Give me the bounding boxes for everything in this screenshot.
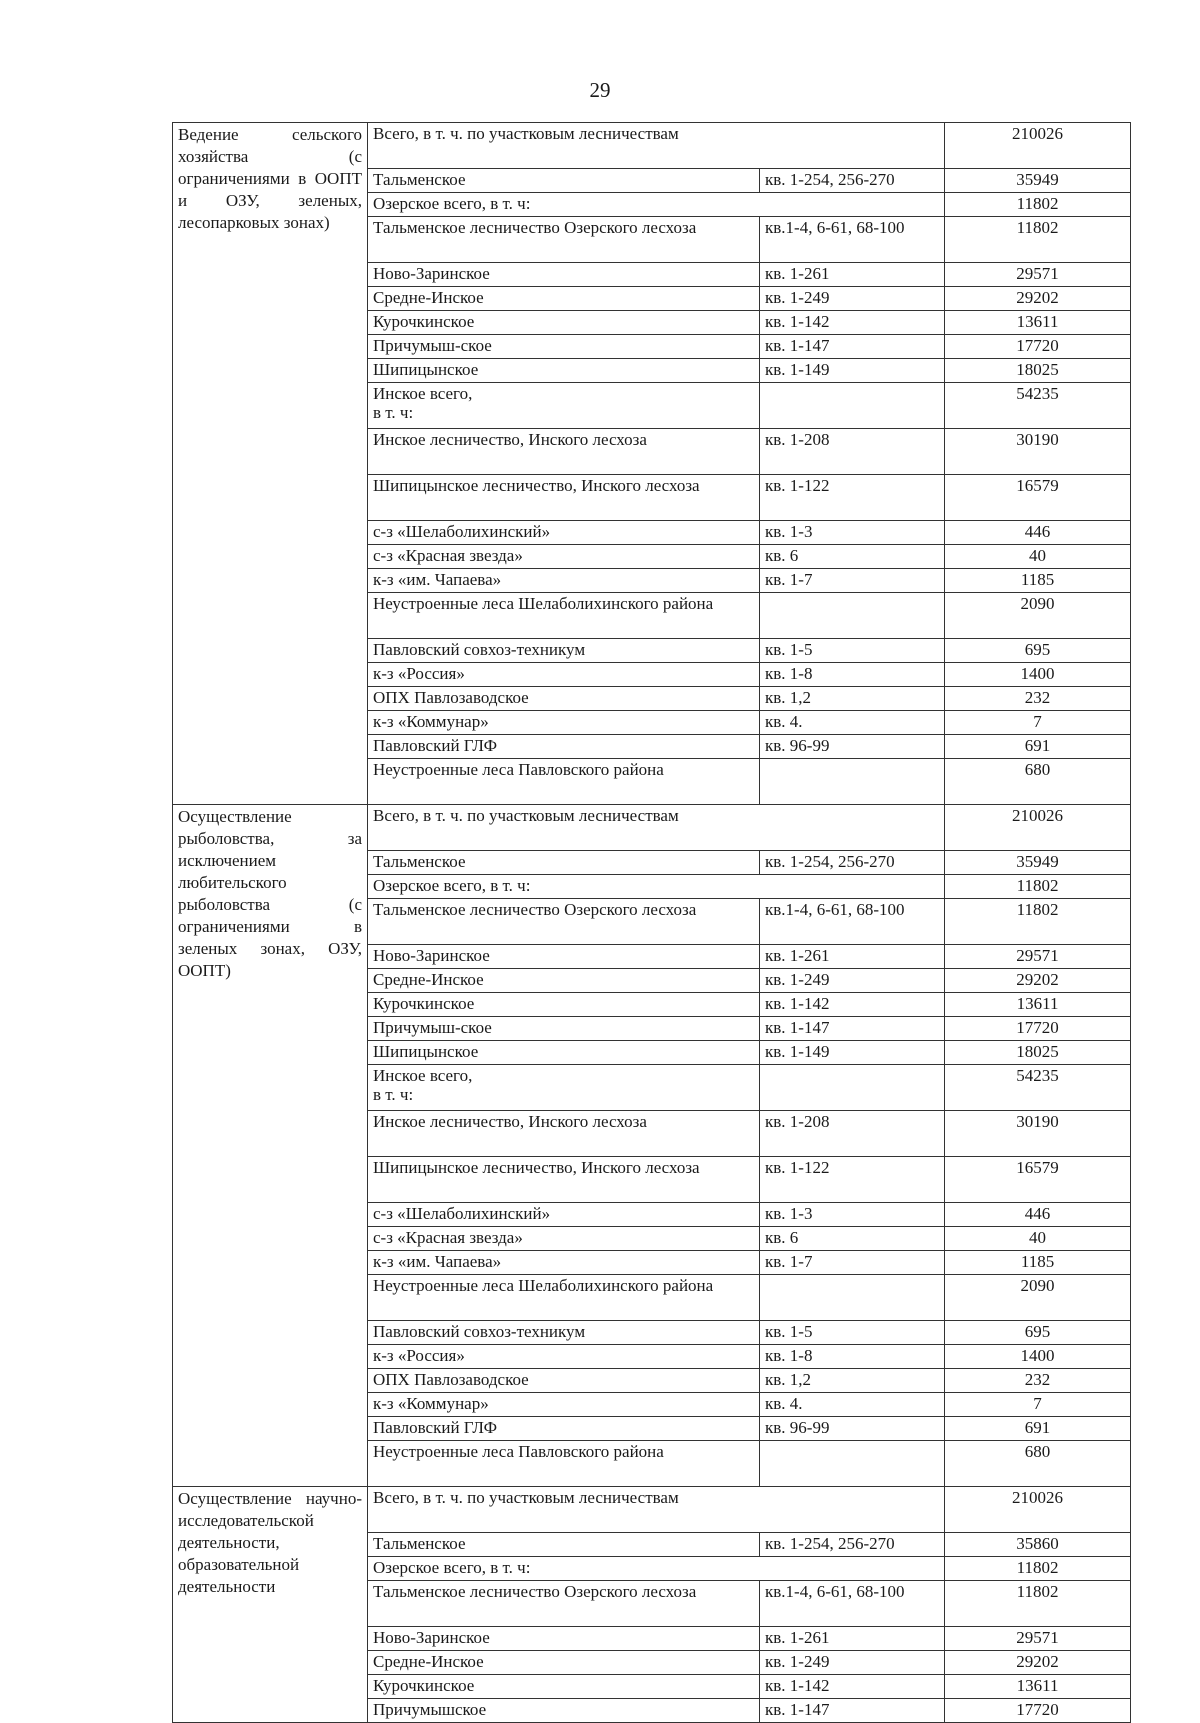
- quarters-cell: кв. 1-8: [760, 1345, 945, 1369]
- quarters-cell: [760, 383, 945, 429]
- area-cell: 210026: [945, 1487, 1131, 1533]
- forestry-name-cell: Всего, в т. ч. по участковым лесничествам: [368, 123, 945, 169]
- forestry-name-cell: Инское лесничество, Инского лесхоза: [368, 429, 760, 475]
- forestry-name-cell: к-з «им. Чапаева»: [368, 1251, 760, 1275]
- area-cell: 29571: [945, 945, 1131, 969]
- area-cell: 30190: [945, 1111, 1131, 1157]
- area-cell: 446: [945, 1203, 1131, 1227]
- forestry-name-cell: с-з «Красная звезда»: [368, 1227, 760, 1251]
- forestry-name-cell: Неустроенные леса Шелаболихинского района: [368, 593, 760, 639]
- quarters-cell: [760, 759, 945, 805]
- quarters-cell: кв. 1-8: [760, 663, 945, 687]
- forestry-name-cell: Павловский ГЛФ: [368, 735, 760, 759]
- quarters-cell: кв. 1-147: [760, 335, 945, 359]
- forestry-name-cell: Тальменское: [368, 169, 760, 193]
- area-cell: 11802: [945, 193, 1131, 217]
- area-cell: 16579: [945, 1157, 1131, 1203]
- page-number: 29: [589, 78, 611, 102]
- forestry-name-cell: Павловский совхоз-техникум: [368, 639, 760, 663]
- table-row: [173, 123, 1131, 169]
- quarters-cell: кв. 1-142: [760, 311, 945, 335]
- forestry-name-cell: Причумыш-ское: [368, 335, 760, 359]
- quarters-cell: кв. 1-5: [760, 639, 945, 663]
- area-cell: 2090: [945, 1275, 1131, 1321]
- quarters-cell: кв. 1-122: [760, 475, 945, 521]
- quarters-cell: [760, 1065, 945, 1111]
- forestry-name-cell: Ново-Заринское: [368, 1627, 760, 1651]
- area-cell: 11802: [945, 899, 1131, 945]
- quarters-cell: кв. 1,2: [760, 687, 945, 711]
- area-cell: 2090: [945, 593, 1131, 639]
- area-cell: 35860: [945, 1533, 1131, 1557]
- quarters-cell: кв. 1-3: [760, 1203, 945, 1227]
- forest-use-table: [172, 122, 1131, 1723]
- area-cell: 30190: [945, 429, 1131, 475]
- area-cell: 691: [945, 1417, 1131, 1441]
- forestry-name-cell: Причумышское: [368, 1699, 760, 1723]
- quarters-cell: кв.1-4, 6-61, 68-100: [760, 1581, 945, 1627]
- quarters-cell: кв. 1-254, 256-270: [760, 169, 945, 193]
- activity-cell: Осуществление рыболовства, за исключением любительского рыболовства (с ограничениями в зеленых зонах, ОЗУ, ООПТ): [173, 805, 368, 1487]
- table-row: [173, 805, 1131, 851]
- forestry-name-cell: к-з «Коммунар»: [368, 711, 760, 735]
- forestry-name-cell: Тальменское: [368, 1533, 760, 1557]
- forestry-name-cell: Средне-Инское: [368, 1651, 760, 1675]
- area-cell: 40: [945, 545, 1131, 569]
- area-cell: 13611: [945, 311, 1131, 335]
- area-cell: 11802: [945, 1557, 1131, 1581]
- forestry-name-cell: Неустроенные леса Павловского района: [368, 1441, 760, 1487]
- area-cell: 210026: [945, 805, 1131, 851]
- quarters-cell: кв. 1-261: [760, 263, 945, 287]
- quarters-cell: кв. 1-149: [760, 359, 945, 383]
- quarters-cell: кв. 1-208: [760, 1111, 945, 1157]
- forestry-name-cell: Всего, в т. ч. по участковым лесничествам: [368, 805, 945, 851]
- forestry-name-cell: Курочкинское: [368, 1675, 760, 1699]
- area-cell: 29202: [945, 287, 1131, 311]
- area-cell: 17720: [945, 1017, 1131, 1041]
- quarters-cell: кв. 1-147: [760, 1017, 945, 1041]
- quarters-cell: [760, 593, 945, 639]
- quarters-cell: [760, 1275, 945, 1321]
- area-cell: 691: [945, 735, 1131, 759]
- area-cell: 29202: [945, 969, 1131, 993]
- forestry-name-cell: ОПХ Павлозаводское: [368, 687, 760, 711]
- quarters-cell: кв. 1-122: [760, 1157, 945, 1203]
- forestry-name-cell: Шипицынское: [368, 1041, 760, 1065]
- quarters-cell: кв. 1-147: [760, 1699, 945, 1723]
- forestry-name-cell: к-з «Россия»: [368, 663, 760, 687]
- forestry-name-cell: Инское всего, в т. ч:: [368, 1065, 760, 1111]
- forestry-name-cell: Курочкинское: [368, 311, 760, 335]
- forestry-name-cell: Шипицынское лесничество, Инского лесхоза: [368, 1157, 760, 1203]
- quarters-cell: кв. 1-261: [760, 945, 945, 969]
- activity-cell: Осуществление научно-исследовательской деятельности, образовательной деятельности: [173, 1487, 368, 1723]
- area-cell: 35949: [945, 169, 1131, 193]
- area-cell: 680: [945, 759, 1131, 805]
- forestry-name-cell: Тальменское лесничество Озерского лесхоза: [368, 217, 760, 263]
- area-cell: 17720: [945, 335, 1131, 359]
- quarters-cell: кв.1-4, 6-61, 68-100: [760, 217, 945, 263]
- activity-cell: Ведение сельского хозяйства (с ограничениями в ООПТ и ОЗУ, зеленых, лесопарковых зонах): [173, 123, 368, 805]
- table-body: [173, 123, 1131, 1723]
- forestry-name-cell: к-з «Россия»: [368, 1345, 760, 1369]
- area-cell: 13611: [945, 1675, 1131, 1699]
- area-cell: 11802: [945, 1581, 1131, 1627]
- forestry-name-cell: Средне-Инское: [368, 969, 760, 993]
- area-cell: 35949: [945, 851, 1131, 875]
- area-cell: 1185: [945, 1251, 1131, 1275]
- forestry-name-cell: Неустроенные леса Шелаболихинского района: [368, 1275, 760, 1321]
- area-cell: 29202: [945, 1651, 1131, 1675]
- quarters-cell: кв. 4.: [760, 1393, 945, 1417]
- area-cell: 232: [945, 687, 1131, 711]
- area-cell: 18025: [945, 359, 1131, 383]
- area-cell: 11802: [945, 217, 1131, 263]
- forestry-name-cell: Озерское всего, в т. ч:: [368, 1557, 945, 1581]
- forestry-name-cell: с-з «Шелаболихинский»: [368, 521, 760, 545]
- forestry-name-cell: с-з «Красная звезда»: [368, 545, 760, 569]
- area-cell: 210026: [945, 123, 1131, 169]
- area-cell: 11802: [945, 875, 1131, 899]
- area-cell: 680: [945, 1441, 1131, 1487]
- forestry-name-cell: Причумыш-ское: [368, 1017, 760, 1041]
- forestry-name-cell: Тальменское лесничество Озерского лесхоза: [368, 1581, 760, 1627]
- quarters-cell: кв. 1-142: [760, 1675, 945, 1699]
- quarters-cell: кв. 1-208: [760, 429, 945, 475]
- quarters-cell: кв. 1-149: [760, 1041, 945, 1065]
- quarters-cell: кв. 6: [760, 545, 945, 569]
- quarters-cell: кв. 1-249: [760, 1651, 945, 1675]
- forestry-name-cell: Ново-Заринское: [368, 263, 760, 287]
- area-cell: 18025: [945, 1041, 1131, 1065]
- quarters-cell: кв. 1-249: [760, 287, 945, 311]
- area-cell: 1400: [945, 1345, 1131, 1369]
- area-cell: 54235: [945, 383, 1131, 429]
- quarters-cell: кв. 1-254, 256-270: [760, 851, 945, 875]
- forestry-name-cell: Тальменское: [368, 851, 760, 875]
- area-cell: 29571: [945, 263, 1131, 287]
- forestry-name-cell: к-з «Коммунар»: [368, 1393, 760, 1417]
- quarters-cell: кв. 1-249: [760, 969, 945, 993]
- forestry-name-cell: Ново-Заринское: [368, 945, 760, 969]
- forestry-name-cell: Павловский ГЛФ: [368, 1417, 760, 1441]
- quarters-cell: кв. 1-7: [760, 569, 945, 593]
- forestry-name-cell: Инское лесничество, Инского лесхоза: [368, 1111, 760, 1157]
- table-row: [173, 1487, 1131, 1533]
- quarters-cell: кв. 1-142: [760, 993, 945, 1017]
- forestry-name-cell: Средне-Инское: [368, 287, 760, 311]
- area-cell: 695: [945, 1321, 1131, 1345]
- quarters-cell: кв. 1-5: [760, 1321, 945, 1345]
- quarters-cell: кв. 1-261: [760, 1627, 945, 1651]
- forestry-name-cell: с-з «Шелаболихинский»: [368, 1203, 760, 1227]
- quarters-cell: кв. 4.: [760, 711, 945, 735]
- area-cell: 1400: [945, 663, 1131, 687]
- area-cell: 446: [945, 521, 1131, 545]
- area-cell: 13611: [945, 993, 1131, 1017]
- quarters-cell: кв. 1-7: [760, 1251, 945, 1275]
- forestry-name-cell: Курочкинское: [368, 993, 760, 1017]
- quarters-cell: кв. 1,2: [760, 1369, 945, 1393]
- forestry-name-cell: Всего, в т. ч. по участковым лесничествам: [368, 1487, 945, 1533]
- area-cell: 7: [945, 1393, 1131, 1417]
- forestry-name-cell: Инское всего, в т. ч:: [368, 383, 760, 429]
- forestry-name-cell: Павловский совхоз-техникум: [368, 1321, 760, 1345]
- forestry-name-cell: Тальменское лесничество Озерского лесхоза: [368, 899, 760, 945]
- forestry-name-cell: Шипицынское лесничество, Инского лесхоза: [368, 475, 760, 521]
- quarters-cell: кв. 6: [760, 1227, 945, 1251]
- forestry-name-cell: Озерское всего, в т. ч:: [368, 875, 945, 899]
- quarters-cell: кв. 96-99: [760, 735, 945, 759]
- area-cell: 695: [945, 639, 1131, 663]
- forestry-name-cell: ОПХ Павлозаводское: [368, 1369, 760, 1393]
- area-cell: 40: [945, 1227, 1131, 1251]
- area-cell: 7: [945, 711, 1131, 735]
- area-cell: 29571: [945, 1627, 1131, 1651]
- area-cell: 1185: [945, 569, 1131, 593]
- area-cell: 54235: [945, 1065, 1131, 1111]
- quarters-cell: кв. 1-3: [760, 521, 945, 545]
- quarters-cell: кв. 96-99: [760, 1417, 945, 1441]
- forestry-name-cell: Неустроенные леса Павловского района: [368, 759, 760, 805]
- forestry-name-cell: Озерское всего, в т. ч:: [368, 193, 945, 217]
- forestry-name-cell: Шипицынское: [368, 359, 760, 383]
- quarters-cell: кв. 1-254, 256-270: [760, 1533, 945, 1557]
- area-cell: 16579: [945, 475, 1131, 521]
- area-cell: 232: [945, 1369, 1131, 1393]
- quarters-cell: кв.1-4, 6-61, 68-100: [760, 899, 945, 945]
- area-cell: 17720: [945, 1699, 1131, 1723]
- quarters-cell: [760, 1441, 945, 1487]
- forestry-name-cell: к-з «им. Чапаева»: [368, 569, 760, 593]
